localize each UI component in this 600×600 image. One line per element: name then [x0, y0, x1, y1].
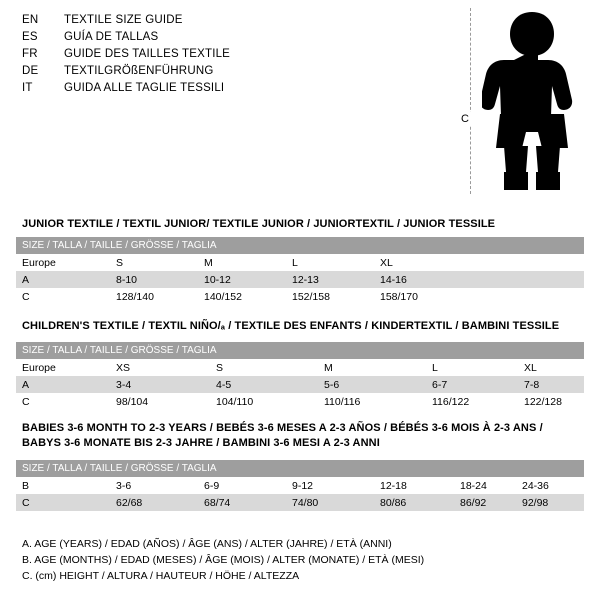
cell: 5-6 [324, 376, 432, 393]
cell: 14-16 [380, 271, 468, 288]
row-label: A [16, 271, 116, 288]
cell: XL [380, 254, 468, 271]
language-title: GUIDE DES TAILLES TEXTILE [64, 48, 231, 60]
cell: 10-12 [204, 271, 292, 288]
table-row [16, 359, 584, 376]
cell: 18-24 [460, 477, 522, 494]
toddler-silhouette-icon [482, 10, 582, 196]
language-code: FR [22, 48, 38, 60]
table-row [16, 477, 584, 494]
section-title-babies-line2: BABYS 3-6 MONATE BIS 2-3 JAHRE / BAMBINI 3-6 MESI A 2-3 ANNI [22, 437, 380, 449]
cell: 74/80 [292, 494, 380, 511]
cell: L [292, 254, 380, 271]
cell: 6-9 [204, 477, 292, 494]
cell: 152/158 [292, 288, 380, 305]
cell: 98/104 [116, 393, 216, 410]
section-title-junior: JUNIOR TEXTILE / TEXTIL JUNIOR/ TEXTILE JUNIOR / JUNIORTEXTIL / JUNIOR TESSILE [22, 218, 496, 230]
language-title: TEXTILE SIZE GUIDE [64, 14, 183, 26]
section-title-children: CHILDREN'S TEXTILE / TEXTIL NIÑO/ₐ / TEXTILE DES ENFANTS / KINDERTEXTIL / BAMBINI TESSILE [22, 320, 560, 332]
cell: 86/92 [460, 494, 522, 511]
table-subheader-row [16, 237, 584, 254]
table-row [16, 376, 584, 393]
cell: 92/98 [522, 494, 584, 511]
height-figure [440, 8, 590, 198]
row-label: C [16, 393, 116, 410]
language-title: GUÍA DE TALLAS [64, 31, 159, 43]
cell: 128/140 [116, 288, 204, 305]
cell: 8-10 [116, 271, 204, 288]
table-children [16, 342, 584, 410]
row-label: C [16, 494, 116, 511]
language-row [22, 29, 322, 46]
cell-empty [468, 254, 584, 271]
language-list [22, 12, 322, 97]
measure-label-c: C [461, 113, 469, 125]
legend-row-c: C. (cm) HEIGHT / ALTURA / HAUTEUR / HÖHE / ALTEZZA [22, 570, 300, 582]
table-row [16, 494, 584, 511]
table-row [16, 393, 584, 410]
cell: 24-36 [522, 477, 584, 494]
table-row [16, 288, 584, 305]
legend-row-b: B. AGE (MONTHS) / EDAD (MESES) / ÂGE (MOIS) / ALTER (MONATE) / ETÀ (MESI) [22, 554, 425, 566]
cell: 7-8 [524, 376, 584, 393]
cell: XL [524, 359, 584, 376]
legend-block [22, 536, 582, 584]
cell-empty [468, 288, 584, 305]
cell: 110/116 [324, 393, 432, 410]
cell: 116/122 [432, 393, 524, 410]
cell: S [116, 254, 204, 271]
cell: 4-5 [216, 376, 324, 393]
table-subheader: SIZE / TALLA / TAILLE / GRÖSSE / TAGLIA [16, 237, 584, 254]
table-subheader-row [16, 342, 584, 359]
cell: M [324, 359, 432, 376]
row-label: Europe [16, 359, 116, 376]
cell: 3-4 [116, 376, 216, 393]
cell: 12-13 [292, 271, 380, 288]
language-row [22, 12, 322, 29]
row-label: Europe [16, 254, 116, 271]
cell: 122/128 [524, 393, 584, 410]
language-code: ES [22, 31, 38, 43]
table-subheader-row [16, 460, 584, 477]
cell: L [432, 359, 524, 376]
cell: S [216, 359, 324, 376]
language-code: DE [22, 65, 39, 77]
cell: 80/86 [380, 494, 460, 511]
section-title-babies-line1: BABIES 3-6 MONTH TO 2-3 YEARS / BEBÉS 3-6 MESES A 2-3 AÑOS / BÉBÉS 3-6 MOIS À 2-3 ANS / [22, 422, 543, 434]
cell: 158/170 [380, 288, 468, 305]
legend-row-a: A. AGE (YEARS) / EDAD (AÑOS) / ÂGE (ANS) / ALTER (JAHRE) / ETÀ (ANNI) [22, 538, 392, 550]
cell: 3-6 [116, 477, 204, 494]
language-row [22, 63, 322, 80]
cell-empty [468, 271, 584, 288]
row-label: C [16, 288, 116, 305]
measure-dashed-line [470, 8, 471, 194]
cell: M [204, 254, 292, 271]
cell: 62/68 [116, 494, 204, 511]
language-title: TEXTILGRÖßENFÜHRUNG [64, 65, 214, 77]
table-row [16, 271, 584, 288]
row-label: A [16, 376, 116, 393]
cell: XS [116, 359, 216, 376]
cell: 12-18 [380, 477, 460, 494]
table-subheader: SIZE / TALLA / TAILLE / GRÖSSE / TAGLIA [16, 460, 584, 477]
language-row [22, 80, 322, 97]
language-code: IT [22, 82, 33, 94]
language-code: EN [22, 14, 39, 26]
section-title-babies [22, 421, 543, 451]
cell: 6-7 [432, 376, 524, 393]
cell: 9-12 [292, 477, 380, 494]
table-subheader: SIZE / TALLA / TAILLE / GRÖSSE / TAGLIA [16, 342, 584, 359]
language-row [22, 46, 322, 63]
row-label: B [16, 477, 116, 494]
language-title: GUIDA ALLE TAGLIE TESSILI [64, 82, 225, 94]
table-row [16, 254, 584, 271]
cell: 68/74 [204, 494, 292, 511]
table-junior [16, 237, 584, 305]
table-babies [16, 460, 584, 511]
cell: 140/152 [204, 288, 292, 305]
cell: 104/110 [216, 393, 324, 410]
